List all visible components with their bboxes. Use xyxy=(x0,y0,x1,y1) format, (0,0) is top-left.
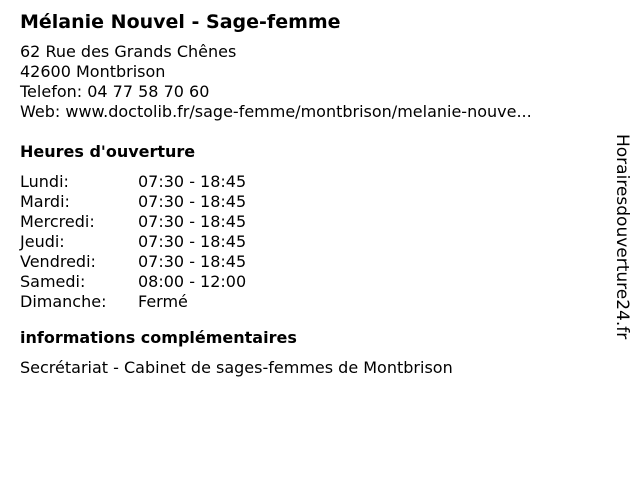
page-title: Mélanie Nouvel - Sage-femme xyxy=(20,11,341,33)
hours-row xyxy=(20,212,600,232)
opening-hours-table xyxy=(20,172,600,312)
additional-info-text: Secrétariat - Cabinet de sages-femmes de Montbrison xyxy=(20,358,453,377)
day-hours: 08:00 - 12:00 xyxy=(138,272,247,291)
site-watermark: Horairesdouverture24.fr xyxy=(612,134,632,340)
additional-info-title: informations complémentaires xyxy=(20,328,297,347)
day-hours: Fermé xyxy=(138,292,188,311)
day-hours: 07:30 - 18:45 xyxy=(138,232,247,251)
hours-row xyxy=(20,272,600,292)
day-hours: 07:30 - 18:45 xyxy=(138,212,247,231)
hours-row xyxy=(20,192,600,212)
day-label: Mardi: xyxy=(20,192,70,211)
phone-number: Telefon: 04 77 58 70 60 xyxy=(20,82,210,101)
day-label: Mercredi: xyxy=(20,212,95,231)
opening-hours-title: Heures d'ouverture xyxy=(20,142,196,161)
day-hours: 07:30 - 18:45 xyxy=(138,252,247,271)
day-label: Vendredi: xyxy=(20,252,96,271)
hours-row xyxy=(20,232,600,252)
day-hours: 07:30 - 18:45 xyxy=(138,172,247,191)
hours-row xyxy=(20,172,600,192)
website-link[interactable]: Web: www.doctolib.fr/sage-femme/montbrison/melanie-nouve... xyxy=(20,102,532,121)
address-city: 42600 Montbrison xyxy=(20,62,166,81)
address-street: 62 Rue des Grands Chênes xyxy=(20,42,237,61)
day-label: Jeudi: xyxy=(20,232,65,251)
hours-row xyxy=(20,252,600,272)
day-label: Dimanche: xyxy=(20,292,107,311)
day-hours: 07:30 - 18:45 xyxy=(138,192,247,211)
hours-row xyxy=(20,292,600,312)
listing-card xyxy=(20,8,600,378)
day-label: Samedi: xyxy=(20,272,86,291)
day-label: Lundi: xyxy=(20,172,69,191)
